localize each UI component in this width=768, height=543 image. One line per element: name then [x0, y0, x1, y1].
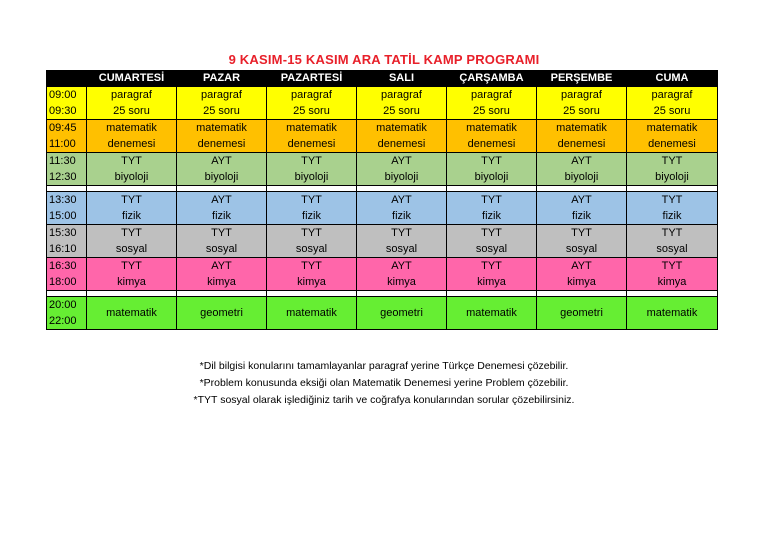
cell-line: biyoloji: [655, 171, 689, 183]
schedule-cell: [537, 153, 627, 186]
cell-line: AYT: [211, 260, 232, 272]
cell-line: 25 soru: [203, 105, 240, 117]
schedule-cell: [357, 87, 447, 120]
schedule-cell: [447, 153, 537, 186]
cell-line: TYT: [481, 194, 502, 206]
cell-line: paragraf: [471, 89, 512, 101]
note-line: *Problem konusunda eksiği olan Matematik Denemesi yerine Problem çözebilir.: [199, 377, 569, 389]
table-row: [47, 258, 718, 291]
day-header: PERŞEMBE: [537, 71, 627, 87]
header-row: [47, 71, 718, 87]
cell-line: 25 soru: [563, 105, 600, 117]
cell-line: 25 soru: [473, 105, 510, 117]
cell-line: AYT: [571, 194, 592, 206]
schedule-cell: [357, 258, 447, 291]
schedule-cell: [177, 153, 267, 186]
start-time: 15:30: [49, 227, 77, 239]
schedule-cell: [267, 225, 357, 258]
notes: [0, 358, 768, 409]
cell-line: fizik: [392, 210, 411, 222]
schedule-cell: [87, 258, 177, 291]
end-time: 09:30: [49, 105, 77, 117]
cell-line: 25 soru: [293, 105, 330, 117]
schedule-cell: [447, 225, 537, 258]
table-row: [47, 153, 718, 186]
time-cell: [47, 153, 87, 186]
schedule-cell: [627, 192, 718, 225]
cell-line: TYT: [121, 260, 142, 272]
cell-line: AYT: [571, 155, 592, 167]
start-time: 09:45: [49, 122, 77, 134]
cell-line: kimya: [477, 276, 506, 288]
end-time: 12:30: [49, 171, 77, 183]
time-cell: [47, 258, 87, 291]
cell-line: denemesi: [557, 138, 606, 150]
schedule-cell: geometri: [177, 297, 267, 330]
cell-line: 25 soru: [383, 105, 420, 117]
schedule-cell: [177, 192, 267, 225]
schedule-cell: matematik: [627, 297, 718, 330]
cell-line: paragraf: [291, 89, 332, 101]
schedule-cell: [267, 258, 357, 291]
cell-line: denemesi: [287, 138, 336, 150]
cell-line: fizik: [302, 210, 321, 222]
page-title: 9 KASIM-15 KASIM ARA TATİL KAMP PROGRAMI: [228, 52, 540, 67]
time-cell: [47, 192, 87, 225]
cell-line: TYT: [481, 155, 502, 167]
day-header: PAZAR: [177, 71, 267, 87]
cell-line: TYT: [661, 260, 683, 272]
day-header: SALI: [357, 71, 447, 87]
cell-line: TYT: [301, 155, 322, 167]
time-cell: [47, 120, 87, 153]
cell-line: TYT: [661, 227, 683, 239]
table-row: [47, 192, 718, 225]
schedule-cell: [87, 192, 177, 225]
schedule-cell: [267, 120, 357, 153]
cell-line: denemesi: [107, 138, 156, 150]
schedule-cell: [267, 87, 357, 120]
cell-line: kimya: [567, 276, 596, 288]
cell-line: biyoloji: [114, 171, 149, 183]
schedule-cell: [177, 258, 267, 291]
end-time: 11:00: [49, 138, 76, 150]
schedule-cell: matematik: [447, 297, 537, 330]
schedule-cell: [447, 120, 537, 153]
schedule-cell: [267, 153, 357, 186]
cell-line: matematik: [106, 122, 157, 134]
schedule-cell: geometri: [537, 297, 627, 330]
schedule-cell: [267, 192, 357, 225]
cell-line: TYT: [571, 227, 592, 239]
cell-line: biyoloji: [294, 171, 329, 183]
cell-line: matematik: [466, 122, 517, 134]
schedule-cell: [87, 225, 177, 258]
cell-line: paragraf: [651, 89, 693, 101]
cell-line: sosyal: [565, 243, 598, 255]
schedule-cell: [357, 225, 447, 258]
note-line: *Dil bilgisi konularını tamamlayanlar paragraf yerine Türkçe Denemesi çözebilir.: [199, 360, 569, 372]
schedule-table: [46, 70, 718, 330]
schedule-cell: matematik: [267, 297, 357, 330]
cell-line: TYT: [301, 260, 322, 272]
schedule-cell: matematik: [87, 297, 177, 330]
schedule-cell: [627, 225, 718, 258]
cell-line: paragraf: [201, 89, 242, 101]
cell-line: paragraf: [381, 89, 422, 101]
cell-line: AYT: [391, 260, 412, 272]
end-time: 18:00: [49, 276, 77, 288]
cell-line: biyoloji: [474, 171, 509, 183]
cell-line: fizik: [482, 210, 501, 222]
schedule-cell: [357, 153, 447, 186]
schedule-cell: [447, 192, 537, 225]
start-time: 09:00: [49, 89, 77, 101]
schedule-cell: [177, 225, 267, 258]
cell-line: AYT: [211, 155, 232, 167]
cell-line: sosyal: [475, 243, 508, 255]
cell-line: fizik: [122, 210, 141, 222]
start-time: 16:30: [49, 260, 77, 272]
day-header: CUMARTESİ: [87, 71, 177, 87]
time-cell: [47, 87, 87, 120]
cell-line: 25 soru: [113, 105, 150, 117]
schedule-cell: [87, 87, 177, 120]
day-header: PAZARTESİ: [267, 71, 357, 87]
cell-line: biyoloji: [384, 171, 419, 183]
cell-line: AYT: [391, 155, 412, 167]
cell-line: AYT: [391, 194, 412, 206]
cell-line: AYT: [211, 194, 232, 206]
cell-line: kimya: [207, 276, 236, 288]
table-row: [47, 120, 718, 153]
cell-line: TYT: [661, 155, 683, 167]
schedule-cell: [537, 258, 627, 291]
cell-line: fizik: [662, 210, 682, 222]
schedule-cell: [627, 258, 718, 291]
schedule-cell: [537, 225, 627, 258]
cell-line: matematik: [556, 122, 607, 134]
note-line: *TYT sosyal olarak işlediğiniz tarih ve coğrafya konularından sorular çözebilirsiniz.: [193, 394, 575, 406]
cell-line: biyoloji: [564, 171, 599, 183]
time-header: [47, 71, 87, 87]
cell-line: sosyal: [205, 243, 238, 255]
cell-line: TYT: [661, 194, 683, 206]
cell-line: TYT: [211, 227, 232, 239]
cell-line: sosyal: [115, 243, 148, 255]
cell-line: matematik: [196, 122, 247, 134]
cell-line: denemesi: [467, 138, 516, 150]
schedule-cell: [357, 120, 447, 153]
cell-line: fizik: [212, 210, 231, 222]
schedule-cell: [537, 192, 627, 225]
cell-line: paragraf: [111, 89, 152, 101]
schedule-cell: [357, 192, 447, 225]
cell-line: 25 soru: [653, 105, 691, 117]
day-header: CUMA: [627, 71, 718, 87]
schedule-cell: [537, 120, 627, 153]
end-time: 22:00: [49, 315, 77, 327]
cell-line: sosyal: [295, 243, 328, 255]
cell-line: denemesi: [648, 138, 696, 150]
end-time: 16:10: [49, 243, 77, 255]
cell-line: sosyal: [656, 243, 688, 255]
cell-line: TYT: [301, 194, 322, 206]
schedule-cell: [627, 87, 718, 120]
schedule-cell: [537, 87, 627, 120]
schedule-cell: [177, 87, 267, 120]
table-row: [47, 87, 718, 120]
schedule-cell: [87, 120, 177, 153]
schedule-cell: [177, 120, 267, 153]
cell-line: denemesi: [197, 138, 246, 150]
start-time: 11:30: [49, 155, 76, 167]
start-time: 13:30: [49, 194, 77, 206]
schedule-cell: [447, 258, 537, 291]
table-row: [47, 297, 718, 330]
end-time: 15:00: [49, 210, 77, 222]
cell-line: matematik: [286, 122, 337, 134]
cell-line: sosyal: [385, 243, 418, 255]
schedule-cell: [627, 153, 718, 186]
time-cell: [47, 297, 87, 330]
cell-line: biyoloji: [204, 171, 239, 183]
cell-line: matematik: [646, 122, 698, 134]
day-header: ÇARŞAMBA: [447, 71, 537, 87]
cell-line: kimya: [657, 276, 687, 288]
schedule-cell: [87, 153, 177, 186]
cell-line: TYT: [121, 194, 142, 206]
cell-line: kimya: [117, 276, 146, 288]
start-time: 20:00: [49, 299, 77, 311]
schedule-cell: [627, 120, 718, 153]
cell-line: TYT: [391, 227, 412, 239]
cell-line: TYT: [301, 227, 322, 239]
cell-line: TYT: [121, 155, 142, 167]
cell-line: denemesi: [377, 138, 426, 150]
cell-line: fizik: [572, 210, 591, 222]
cell-line: AYT: [571, 260, 592, 272]
cell-line: kimya: [387, 276, 416, 288]
cell-line: paragraf: [561, 89, 602, 101]
cell-line: TYT: [121, 227, 142, 239]
cell-line: matematik: [376, 122, 427, 134]
schedule-cell: geometri: [357, 297, 447, 330]
cell-line: TYT: [481, 260, 502, 272]
time-cell: [47, 225, 87, 258]
table-row: [47, 225, 718, 258]
schedule-cell: [447, 87, 537, 120]
cell-line: kimya: [297, 276, 326, 288]
cell-line: TYT: [481, 227, 502, 239]
